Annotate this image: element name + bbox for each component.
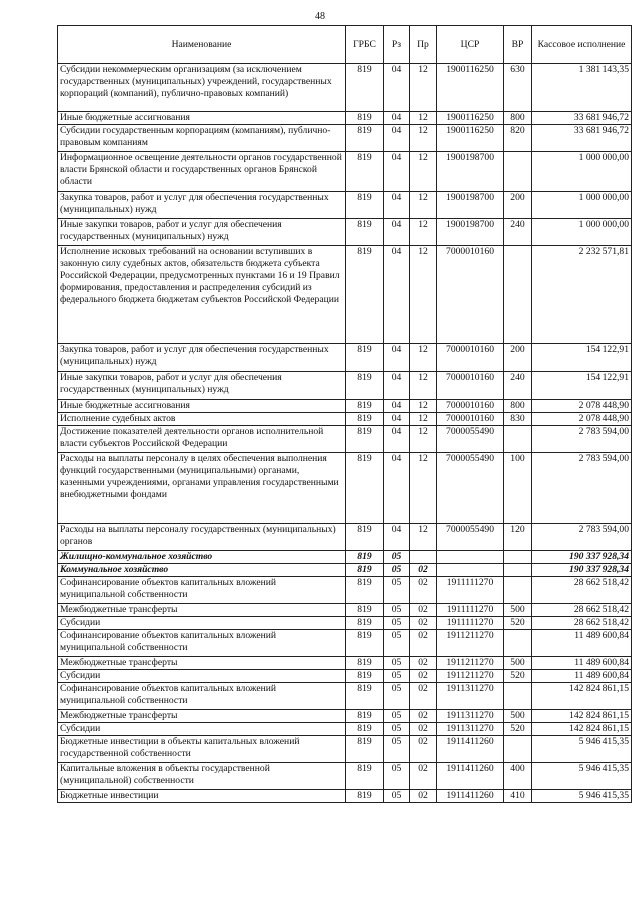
cell-amount: 28 662 518,42: [532, 604, 632, 617]
cell-name: Субсидии: [58, 670, 346, 683]
header-row: [58, 26, 632, 64]
cell-grbs: 819: [346, 426, 384, 453]
cell-grbs: 819: [346, 604, 384, 617]
cell-grbs: 819: [346, 763, 384, 790]
table-row: [58, 400, 632, 413]
cell-name: Коммунальное хозяйство: [58, 564, 346, 577]
cell-rz: 04: [384, 192, 410, 219]
cell-grbs: 819: [346, 125, 384, 152]
cell-name: Исполнение исковых требований на основании вступивших в законную силу судебных актов, обязательств бюджета субъекта Российской Федерации, предусмотренных пунктами 16 и 19 Правил формирования, предоставления и распределения субсидий из федерального бюджета бюджетам субъектов Российской Федерации: [58, 246, 346, 344]
cell-csr: 7000010160: [437, 246, 504, 344]
cell-pr: 12: [410, 453, 437, 524]
table-row: [58, 763, 632, 790]
cell-amount: 142 824 861,15: [532, 723, 632, 736]
cell-name: Софинансирование объектов капитальных вложений муниципальной собственности: [58, 577, 346, 604]
table-row: [58, 413, 632, 426]
cell-csr: 7000010160: [437, 344, 504, 372]
cell-grbs: 819: [346, 630, 384, 657]
table-row: [58, 426, 632, 453]
cell-rz: 05: [384, 657, 410, 670]
cell-vr: 410: [504, 790, 532, 803]
cell-name: Межбюджетные трансферты: [58, 604, 346, 617]
cell-rz: 05: [384, 630, 410, 657]
cell-pr: 02: [410, 630, 437, 657]
table-row: [58, 219, 632, 246]
cell-grbs: 819: [346, 400, 384, 413]
cell-name: Закупка товаров, работ и услуг для обеспечения государственных (муниципальных) нужд: [58, 192, 346, 219]
table-row: [58, 683, 632, 710]
table-row: [58, 344, 632, 372]
table-row: [58, 192, 632, 219]
cell-vr: [504, 564, 532, 577]
cell-rz: 05: [384, 564, 410, 577]
cell-rz: 04: [384, 400, 410, 413]
cell-vr: 200: [504, 344, 532, 372]
cell-amount: 5 946 415,35: [532, 763, 632, 790]
cell-grbs: 819: [346, 683, 384, 710]
table-row: [58, 790, 632, 803]
cell-name: Бюджетные инвестиции: [58, 790, 346, 803]
cell-vr: 240: [504, 219, 532, 246]
cell-rz: 04: [384, 426, 410, 453]
cell-grbs: 819: [346, 790, 384, 803]
cell-csr: 7000055490: [437, 524, 504, 551]
header-csr: ЦСР: [437, 26, 504, 64]
cell-csr: 1900116250: [437, 64, 504, 112]
cell-pr: 02: [410, 577, 437, 604]
cell-pr: 12: [410, 426, 437, 453]
cell-amount: 11 489 600,84: [532, 657, 632, 670]
cell-vr: [504, 551, 532, 564]
cell-name: Иные бюджетные ассигнования: [58, 400, 346, 413]
cell-pr: 12: [410, 246, 437, 344]
cell-pr: 12: [410, 372, 437, 400]
cell-name: Субсидии некоммерческим организациям (за исключением государственных (муниципальных) учреждений, государственных корпораций (компаний), публично-правовых компаний): [58, 64, 346, 112]
cell-csr: 7000055490: [437, 426, 504, 453]
table-row: [58, 670, 632, 683]
cell-amount: 11 489 600,84: [532, 630, 632, 657]
cell-csr: 7000010160: [437, 413, 504, 426]
cell-vr: 240: [504, 372, 532, 400]
table-row: [58, 64, 632, 112]
cell-rz: 04: [384, 372, 410, 400]
cell-vr: [504, 426, 532, 453]
table-row: [58, 152, 632, 192]
cell-name: Достижение показателей деятельности органов исполнительной власти субъектов Российской Федерации: [58, 426, 346, 453]
cell-vr: 820: [504, 125, 532, 152]
cell-grbs: 819: [346, 192, 384, 219]
cell-pr: 12: [410, 192, 437, 219]
cell-name: Межбюджетные трансферты: [58, 657, 346, 670]
cell-pr: 02: [410, 763, 437, 790]
table-row: [58, 604, 632, 617]
cell-vr: 120: [504, 524, 532, 551]
cell-vr: [504, 736, 532, 763]
cell-amount: 28 662 518,42: [532, 577, 632, 604]
cell-pr: 12: [410, 400, 437, 413]
cell-rz: 05: [384, 790, 410, 803]
cell-pr: 02: [410, 710, 437, 723]
cell-pr: [410, 551, 437, 564]
cell-pr: 02: [410, 657, 437, 670]
cell-vr: 500: [504, 604, 532, 617]
cell-vr: 200: [504, 192, 532, 219]
cell-amount: 1 000 000,00: [532, 192, 632, 219]
budget-table: [57, 25, 632, 803]
cell-csr: 1911311270: [437, 683, 504, 710]
table-row: [58, 112, 632, 125]
cell-csr: 7000055490: [437, 453, 504, 524]
page-number: 48: [315, 11, 325, 22]
cell-rz: 05: [384, 723, 410, 736]
cell-csr: 7000010160: [437, 400, 504, 413]
cell-grbs: 819: [346, 413, 384, 426]
cell-vr: 830: [504, 413, 532, 426]
cell-pr: 02: [410, 723, 437, 736]
cell-rz: 04: [384, 125, 410, 152]
cell-name: Бюджетные инвестиции в объекты капитальных вложений государственной собственности: [58, 736, 346, 763]
cell-grbs: 819: [346, 657, 384, 670]
cell-rz: 04: [384, 524, 410, 551]
cell-amount: 33 681 946,72: [532, 112, 632, 125]
cell-grbs: 819: [346, 152, 384, 192]
cell-amount: 142 824 861,15: [532, 710, 632, 723]
cell-grbs: 819: [346, 723, 384, 736]
cell-amount: 2 783 594,00: [532, 524, 632, 551]
cell-vr: [504, 152, 532, 192]
cell-amount: 190 337 928,34: [532, 551, 632, 564]
cell-rz: 05: [384, 551, 410, 564]
cell-csr: 1900198700: [437, 219, 504, 246]
cell-grbs: 819: [346, 564, 384, 577]
cell-vr: 520: [504, 617, 532, 630]
cell-rz: 04: [384, 344, 410, 372]
cell-vr: 500: [504, 710, 532, 723]
cell-pr: 12: [410, 413, 437, 426]
cell-csr: 1911311270: [437, 723, 504, 736]
cell-grbs: 819: [346, 736, 384, 763]
cell-rz: 05: [384, 710, 410, 723]
cell-csr: 1900198700: [437, 192, 504, 219]
cell-pr: 12: [410, 219, 437, 246]
cell-name: Субсидии: [58, 617, 346, 630]
cell-vr: 800: [504, 400, 532, 413]
cell-rz: 05: [384, 683, 410, 710]
cell-name: Информационное освещение деятельности органов государственной власти Брянской области и государственных органов Брянской области: [58, 152, 346, 192]
cell-pr: 02: [410, 604, 437, 617]
cell-pr: 02: [410, 564, 437, 577]
cell-pr: 02: [410, 617, 437, 630]
cell-rz: 04: [384, 413, 410, 426]
cell-name: Капитальные вложения в объекты государственной (муниципальной) собственности: [58, 763, 346, 790]
table-row: [58, 723, 632, 736]
header-amount: Кассовое исполнение: [532, 26, 632, 64]
cell-name: Субсидии государственным корпорациям (компаниям), публично-правовым компаниям: [58, 125, 346, 152]
cell-name: Исполнение судебных актов: [58, 413, 346, 426]
cell-pr: 02: [410, 790, 437, 803]
cell-amount: 5 946 415,35: [532, 736, 632, 763]
cell-csr: 1911311270: [437, 710, 504, 723]
cell-grbs: 819: [346, 112, 384, 125]
cell-csr: 1911211270: [437, 657, 504, 670]
cell-vr: [504, 630, 532, 657]
cell-name: Субсидии: [58, 723, 346, 736]
cell-csr: 1900116250: [437, 125, 504, 152]
cell-vr: [504, 683, 532, 710]
table-row: [58, 577, 632, 604]
cell-csr: [437, 551, 504, 564]
header-rz: Рз: [384, 26, 410, 64]
cell-vr: 520: [504, 670, 532, 683]
table-row: [58, 564, 632, 577]
cell-rz: 05: [384, 736, 410, 763]
table-row: [58, 657, 632, 670]
cell-vr: [504, 577, 532, 604]
cell-amount: 1 000 000,00: [532, 152, 632, 192]
cell-pr: 02: [410, 670, 437, 683]
cell-name: Жилищно-коммунальное хозяйство: [58, 551, 346, 564]
cell-rz: 05: [384, 604, 410, 617]
cell-csr: 7000010160: [437, 372, 504, 400]
table-row: [58, 372, 632, 400]
cell-csr: 1911411260: [437, 736, 504, 763]
cell-pr: 12: [410, 152, 437, 192]
table-row: [58, 710, 632, 723]
cell-rz: 04: [384, 453, 410, 524]
cell-rz: 05: [384, 577, 410, 604]
cell-vr: 500: [504, 657, 532, 670]
cell-pr: 02: [410, 736, 437, 763]
cell-amount: 11 489 600,84: [532, 670, 632, 683]
cell-rz: 04: [384, 64, 410, 112]
cell-name: Закупка товаров, работ и услуг для обеспечения государственных (муниципальных) нужд: [58, 344, 346, 372]
cell-rz: 05: [384, 617, 410, 630]
cell-vr: 100: [504, 453, 532, 524]
table-row: [58, 736, 632, 763]
cell-rz: 05: [384, 670, 410, 683]
cell-pr: 12: [410, 64, 437, 112]
cell-csr: 1911111270: [437, 604, 504, 617]
cell-grbs: 819: [346, 524, 384, 551]
cell-pr: 12: [410, 112, 437, 125]
cell-pr: 12: [410, 344, 437, 372]
cell-grbs: 819: [346, 551, 384, 564]
cell-rz: 04: [384, 246, 410, 344]
cell-pr: 12: [410, 524, 437, 551]
table-row: [58, 630, 632, 657]
cell-name: Иные бюджетные ассигнования: [58, 112, 346, 125]
cell-amount: 2 783 594,00: [532, 453, 632, 524]
table-row: [58, 551, 632, 564]
cell-amount: 2 078 448,90: [532, 400, 632, 413]
table-row: [58, 453, 632, 524]
header-vr: ВР: [504, 26, 532, 64]
cell-amount: 2 783 594,00: [532, 426, 632, 453]
cell-name: Софинансирование объектов капитальных вложений муниципальной собственности: [58, 630, 346, 657]
cell-rz: 05: [384, 763, 410, 790]
cell-csr: 1900116250: [437, 112, 504, 125]
cell-name: Иные закупки товаров, работ и услуг для обеспечения государственных (муниципальных) нужд: [58, 219, 346, 246]
cell-vr: 800: [504, 112, 532, 125]
cell-vr: 520: [504, 723, 532, 736]
cell-grbs: 819: [346, 617, 384, 630]
cell-csr: 1911111270: [437, 617, 504, 630]
cell-csr: 1911411260: [437, 763, 504, 790]
cell-csr: 1911111270: [437, 577, 504, 604]
header-name: Наименование: [58, 26, 346, 64]
cell-csr: 1900198700: [437, 152, 504, 192]
cell-grbs: 819: [346, 577, 384, 604]
cell-vr: 400: [504, 763, 532, 790]
cell-grbs: 819: [346, 453, 384, 524]
cell-grbs: 819: [346, 64, 384, 112]
table-row: [58, 617, 632, 630]
table-row: [58, 524, 632, 551]
cell-pr: 12: [410, 125, 437, 152]
cell-amount: 154 122,91: [532, 372, 632, 400]
cell-pr: 02: [410, 683, 437, 710]
cell-amount: 1 381 143,35: [532, 64, 632, 112]
cell-amount: 2 232 571,81: [532, 246, 632, 344]
cell-vr: [504, 246, 532, 344]
cell-grbs: 819: [346, 670, 384, 683]
cell-amount: 190 337 928,34: [532, 564, 632, 577]
header-pr: Пр: [410, 26, 437, 64]
cell-name: Расходы на выплаты персоналу государственных (муниципальных) органов: [58, 524, 346, 551]
cell-grbs: 819: [346, 219, 384, 246]
cell-amount: 154 122,91: [532, 344, 632, 372]
cell-grbs: 819: [346, 246, 384, 344]
cell-csr: [437, 564, 504, 577]
table-row: [58, 125, 632, 152]
cell-grbs: 819: [346, 710, 384, 723]
cell-amount: 33 681 946,72: [532, 125, 632, 152]
cell-rz: 04: [384, 219, 410, 246]
cell-csr: 1911411260: [437, 790, 504, 803]
cell-amount: 28 662 518,42: [532, 617, 632, 630]
cell-grbs: 819: [346, 372, 384, 400]
cell-vr: 630: [504, 64, 532, 112]
cell-name: Расходы на выплаты персоналу в целях обеспечения выполнения функций государственными (муниципальными) органами, казенными учреждениями, органами управления государственными внебюджетными фондами: [58, 453, 346, 524]
cell-csr: 1911211270: [437, 630, 504, 657]
cell-amount: 1 000 000,00: [532, 219, 632, 246]
cell-name: Иные закупки товаров, работ и услуг для обеспечения государственных (муниципальных) нужд: [58, 372, 346, 400]
cell-name: Софинансирование объектов капитальных вложений муниципальной собственности: [58, 683, 346, 710]
cell-rz: 04: [384, 112, 410, 125]
cell-amount: 142 824 861,15: [532, 683, 632, 710]
header-grbs: ГРБС: [346, 26, 384, 64]
cell-amount: 5 946 415,35: [532, 790, 632, 803]
cell-grbs: 819: [346, 344, 384, 372]
cell-name: Межбюджетные трансферты: [58, 710, 346, 723]
cell-rz: 04: [384, 152, 410, 192]
cell-csr: 1911211270: [437, 670, 504, 683]
cell-amount: 2 078 448,90: [532, 413, 632, 426]
table-row: [58, 246, 632, 344]
